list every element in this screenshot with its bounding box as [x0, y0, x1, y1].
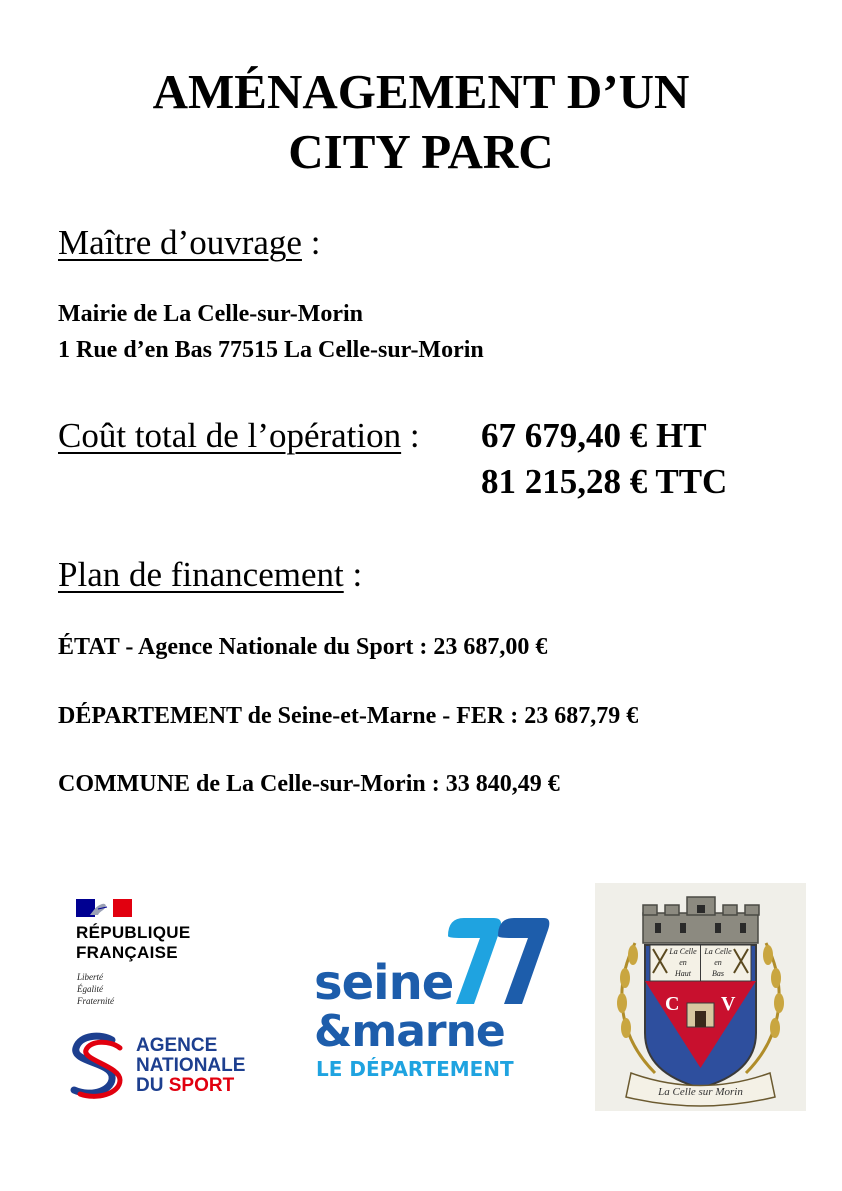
rf-line-2: FRANÇAISE	[76, 943, 178, 962]
republique-motto	[77, 971, 114, 1007]
rf-line-1: RÉPUBLIQUE	[76, 923, 191, 942]
crest-banner-left-2: en	[679, 958, 687, 967]
ans-line-3	[136, 1076, 245, 1096]
financement-departement: DÉPARTEMENT de Seine-et-Marne - FER : 23 687,79 €	[58, 703, 639, 729]
maitre-ouvrage-address: 1 Rue d’en Bas 77515 La Celle-sur-Morin	[58, 337, 484, 363]
title-line-2: CITY PARC	[288, 124, 554, 179]
coat-of-arms-icon	[595, 883, 806, 1111]
maitre-ouvrage-heading	[58, 222, 320, 264]
page-title	[0, 62, 842, 182]
crest-banner-right-2: en	[714, 958, 722, 967]
ans-sport: SPORT	[168, 1075, 235, 1096]
maitre-ouvrage-name: Mairie de La Celle-sur-Morin	[58, 301, 364, 327]
ans-text	[136, 1036, 245, 1096]
financement-colon: :	[343, 555, 363, 594]
agence-nationale-sport-logo	[66, 1032, 276, 1102]
cout-label: Coût total de l’opération	[58, 416, 402, 455]
crest-banner-left	[667, 946, 699, 979]
rf-motto-1: Liberté	[77, 972, 103, 982]
financement-heading	[58, 554, 362, 596]
crest-motto: La Celle sur Morin	[658, 1086, 743, 1098]
marne-word: &marne	[314, 1006, 505, 1057]
la-celle-sur-morin-crest	[595, 883, 806, 1111]
title-line-1: AMÉNAGEMENT D’UN	[152, 64, 690, 119]
ans-s-icon	[66, 1032, 128, 1102]
maitre-ouvrage-label: Maître d’ouvrage	[58, 223, 302, 262]
crest-banner-right-3: Bas	[712, 969, 724, 978]
le-departement-text: LE DÉPARTEMENT	[316, 1057, 514, 1081]
maitre-ouvrage-colon: :	[301, 223, 321, 262]
cout-ttc: 81 215,28 € TTC	[481, 462, 728, 501]
ans-line-2: NATIONALE	[136, 1055, 246, 1076]
financement-commune: COMMUNE de La Celle-sur-Morin : 33 840,49 €	[58, 771, 560, 797]
seine-et-marne-logo	[312, 912, 557, 1087]
cout-colon: :	[401, 416, 420, 455]
cout-heading	[58, 415, 420, 457]
rf-motto-3: Fraternité	[77, 996, 114, 1006]
seine-marne-77-icon	[440, 912, 552, 1012]
rf-motto-2: Égalité	[77, 984, 103, 994]
crest-banner-right	[702, 946, 734, 979]
financement-etat: ÉTAT - Agence Nationale du Sport : 23 687,00 €	[58, 634, 548, 660]
ans-du: DU	[136, 1075, 169, 1096]
crest-letter-v: V	[721, 993, 736, 1015]
marianne-flag-icon	[76, 899, 132, 917]
republique-francaise-name	[76, 923, 190, 963]
cout-ht: 67 679,40 € HT	[481, 416, 707, 455]
crest-banner-left-1: La Celle	[669, 947, 697, 956]
crest-letter-c: C	[665, 993, 680, 1015]
financement-label: Plan de financement	[58, 555, 344, 594]
seine-word: seine	[314, 955, 454, 1011]
crest-banner-right-1: La Celle	[704, 947, 732, 956]
crest-banner-left-3: Haut	[675, 969, 691, 978]
ans-line-1: AGENCE	[136, 1035, 218, 1056]
republique-francaise-logo	[74, 897, 224, 1017]
